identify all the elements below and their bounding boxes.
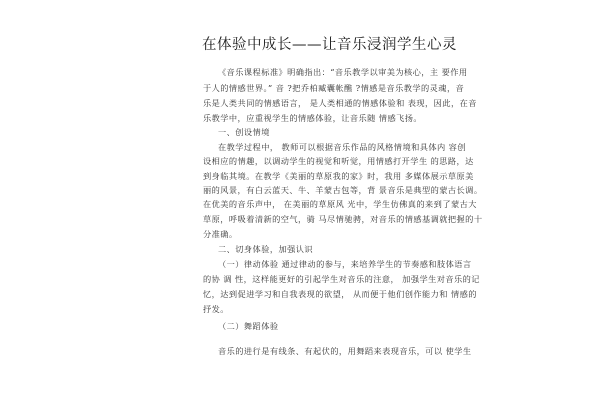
body-line: 草原，呼吸着清新的空气，骑 马尽情驰骋，对音乐的情感基调就把握的十 xyxy=(203,214,483,224)
body-line: 设相应的情趣，以调动学生的视觉和听觉，用情感打开学生 的思路，达 xyxy=(203,156,474,166)
body-line: 的协 调 性，这样能更好的引起学生对音乐的注意， 加强学生对音乐的记 xyxy=(203,274,480,284)
section-heading: 二、切身体验，加强认识 xyxy=(218,244,314,254)
body-line: 忆，达到促进学习和自我表现的欲望， 从而便于他们创作能力和 情感的 xyxy=(203,289,477,299)
body-line: 于人的情感世界。” 音 ?把乔柏臧囊帐醮 ?情感是音乐教学的灵魂，音 xyxy=(203,83,465,93)
body-line: 丽的风景，有白云蓝天、牛、羊蒙古包等，背 景音乐是典型的蒙古长调。 xyxy=(203,185,483,195)
body-line: 到身临其境。在教学《美丽的草原我的家》时，我用 多媒体展示草原美 xyxy=(203,171,474,181)
body-line: 在优美的音乐声中， 在美丽的草原风 光中，学生仿佛真的来到了蒙古大 xyxy=(203,199,477,209)
body-line: 乐教学中，应重视学生的情感体验，让音乐随 情感飞扬。 xyxy=(203,113,422,123)
body-line: 《音乐课程标准》明确指出：“音乐教学以审美为核心，主 要作用 xyxy=(218,67,468,77)
body-line: 在教学过程中， 教师可以根据音乐作品的风格情境和具体内 容创 xyxy=(218,142,466,152)
body-line: 分准确。 xyxy=(203,229,238,239)
section-heading: （二）舞蹈体验 xyxy=(218,321,279,331)
page-title: 在体验中成长——让音乐浸润学生心灵 xyxy=(202,37,457,53)
body-line: 乐是人类共同的情感语言， 是人类相通的情感体验和 表现，因此，在音 xyxy=(203,98,477,108)
body-line: 抒发。 xyxy=(203,304,229,314)
section-heading: 一、创设情境 xyxy=(218,127,270,137)
body-line: 音乐的进行是有线条、有起伏的，用舞蹈来表现音乐，可以 使学生 xyxy=(218,346,472,356)
body-line: （一）律动体验 通过律动的参与，来培养学生的节奏感和肢体语言 xyxy=(218,259,472,269)
